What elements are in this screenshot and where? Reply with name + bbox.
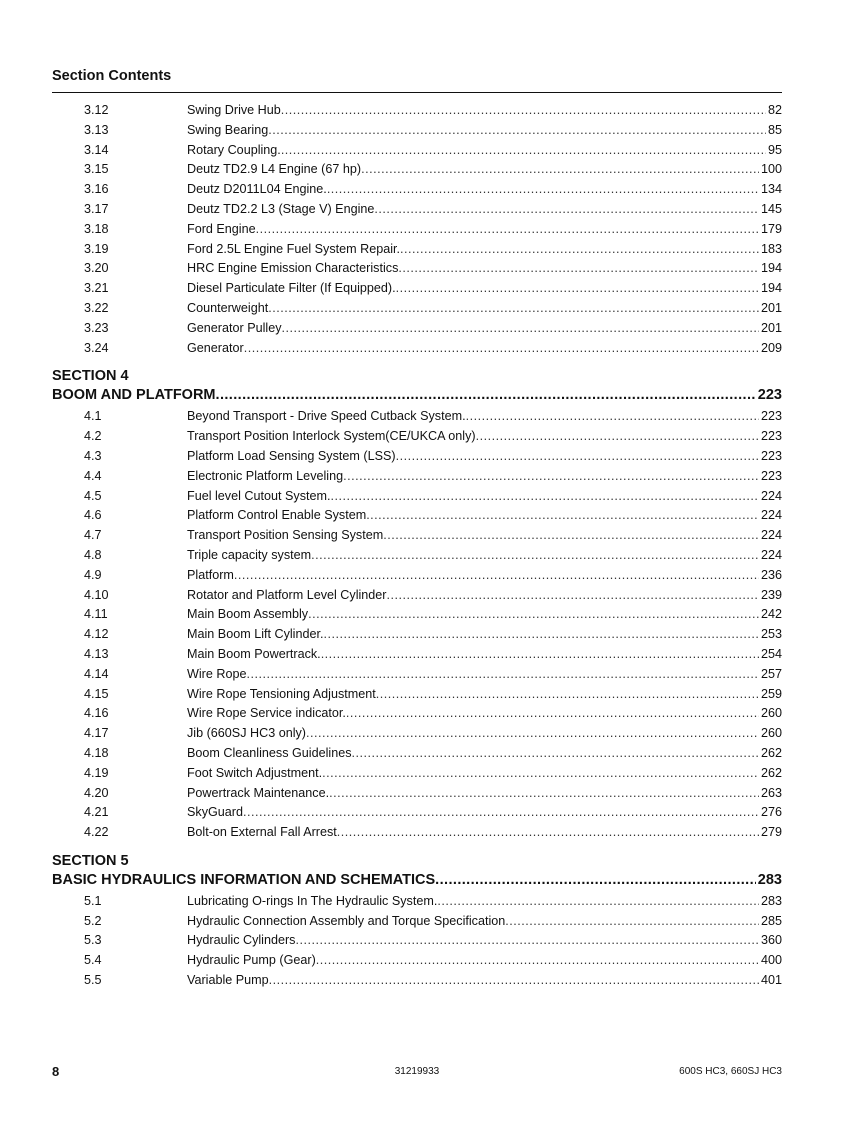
entry-title: Main Boom Assembly	[187, 607, 309, 622]
toc-entry[interactable]	[52, 605, 782, 625]
entry-title: Boom Cleanliness Guidelines	[187, 745, 352, 760]
dot-leader	[243, 803, 759, 823]
entry-number: 3.16	[84, 182, 109, 197]
dot-leader	[327, 180, 759, 200]
entry-title: Platform	[187, 567, 234, 582]
toc-entry[interactable]	[52, 823, 782, 843]
entry-page-number: 276	[760, 805, 782, 820]
toc-section	[52, 367, 782, 843]
dot-leader	[269, 971, 759, 991]
entry-number: 4.15	[84, 686, 109, 701]
entry-page-number: 223	[760, 468, 782, 483]
dot-leader	[398, 259, 759, 279]
entry-line	[187, 101, 782, 121]
entry-page-number: 236	[760, 567, 782, 582]
entry-line	[187, 645, 782, 665]
toc-entry[interactable]	[52, 101, 782, 121]
dot-leader	[281, 101, 766, 121]
entry-title: Platform Control Enable System	[187, 508, 367, 523]
entry-title: Swing Drive Hub	[187, 103, 281, 117]
entry-page-number: 179	[760, 221, 782, 236]
entry-line	[187, 566, 782, 586]
dot-leader	[337, 823, 759, 843]
entry-number: 5.1	[84, 893, 102, 908]
dot-leader	[282, 319, 759, 339]
entry-number: 3.23	[84, 320, 109, 335]
entry-page-number: 262	[760, 745, 782, 760]
dot-leader	[352, 744, 759, 764]
entry-title: Deutz TD2.2 L3 (Stage V) Engine	[187, 201, 375, 216]
entry-number: 3.24	[84, 340, 109, 355]
entry-number: 4.5	[84, 488, 102, 503]
section-title: SECTION 5	[52, 852, 129, 869]
entry-number: 3.17	[84, 201, 109, 216]
section-subtitle: BASIC HYDRAULICS INFORMATION AND SCHEMATICS	[52, 871, 436, 888]
entry-line	[187, 625, 782, 645]
entry-page-number: 239	[760, 587, 782, 602]
toc-entry[interactable]	[52, 546, 782, 566]
toc-entry[interactable]	[52, 220, 782, 240]
toc-section	[52, 852, 782, 991]
entry-page-number: 223	[760, 409, 782, 424]
dot-leader	[346, 704, 759, 724]
entry-number: 4.19	[84, 765, 109, 780]
entry-line	[187, 704, 782, 724]
toc-entry[interactable]	[52, 586, 782, 606]
entry-page-number: 194	[760, 281, 782, 296]
entry-title: Foot Switch Adjustment.	[187, 765, 323, 780]
section-page-number: 223	[757, 387, 782, 404]
entry-page-number: 194	[760, 261, 782, 276]
section-heading-link[interactable]	[52, 385, 782, 407]
dot-leader	[361, 160, 759, 180]
entry-line	[187, 220, 782, 240]
entry-number: 4.1	[84, 409, 102, 424]
entry-number: 4.3	[84, 448, 102, 463]
toc-entry[interactable]	[52, 951, 782, 971]
dot-leader	[268, 299, 759, 319]
dot-leader	[316, 951, 759, 971]
entry-title: Transport Position Sensing System	[187, 528, 384, 543]
entry-title: Hydraulic Connection Assembly and Torque Specification	[187, 913, 506, 928]
dot-leader	[387, 586, 759, 606]
entry-line	[187, 764, 782, 784]
entry-number: 3.22	[84, 300, 109, 315]
toc-entry[interactable]	[52, 407, 782, 427]
entry-title: Hydraulic Pump (Gear)	[187, 953, 316, 968]
entry-page-number: 360	[760, 933, 782, 948]
entry-title: Wire Rope Tensioning Adjustment	[187, 686, 376, 701]
entry-line	[187, 141, 782, 161]
toc-entry[interactable]	[52, 625, 782, 645]
entry-title: Wire Rope	[187, 666, 247, 681]
entry-line	[187, 744, 782, 764]
toc-entry[interactable]	[52, 279, 782, 299]
entry-title: Swing Bearing	[187, 122, 269, 137]
toc-entry[interactable]	[52, 704, 782, 724]
entry-title: Wire Rope Service indicator.	[187, 706, 346, 721]
entry-line	[187, 487, 782, 507]
entry-page-number: 95	[767, 142, 782, 157]
entry-line	[187, 200, 782, 220]
entry-number: 4.7	[84, 528, 102, 543]
entry-number: 3.14	[84, 142, 109, 157]
entry-page-number: 262	[760, 765, 782, 780]
entry-page-number: 285	[760, 913, 782, 928]
entry-title: Triple capacity system	[187, 547, 312, 562]
entry-line	[187, 951, 782, 971]
dot-leader	[308, 605, 759, 625]
entry-line	[187, 665, 782, 685]
entry-title: Generator	[187, 340, 244, 355]
entry-number: 3.18	[84, 221, 109, 236]
entry-page-number: 201	[760, 320, 782, 335]
toc-entry[interactable]	[52, 931, 782, 951]
toc-entry[interactable]	[52, 180, 782, 200]
entry-line	[187, 467, 782, 487]
entry-number: 5.5	[84, 973, 102, 988]
toc-entry[interactable]	[52, 259, 782, 279]
table-of-contents	[52, 101, 782, 991]
toc-entry[interactable]	[52, 724, 782, 744]
page-header	[52, 66, 782, 93]
entry-number: 4.18	[84, 745, 109, 760]
entry-title: Main Boom Powertrack.	[187, 646, 321, 661]
dot-leader	[396, 447, 759, 467]
dot-leader	[437, 892, 759, 912]
entry-title: Ford Engine	[187, 221, 256, 236]
entry-number: 5.2	[84, 913, 102, 928]
entry-page-number: 224	[760, 488, 782, 503]
entry-page-number: 100	[760, 162, 782, 177]
entry-number: 5.4	[84, 953, 102, 968]
entry-title: Jib (660SJ HC3 only)	[187, 726, 306, 741]
dot-leader	[466, 407, 759, 427]
entry-line	[187, 180, 782, 200]
entry-number: 3.20	[84, 261, 109, 276]
dot-leader	[234, 566, 759, 586]
entry-title: Electronic Platform Leveling	[187, 468, 344, 483]
toc-entry[interactable]	[52, 526, 782, 546]
entry-title: Variable Pump	[187, 973, 269, 988]
toc-entry[interactable]	[52, 200, 782, 220]
dot-leader	[396, 279, 759, 299]
page-footer	[52, 1064, 782, 1082]
toc-entry[interactable]	[52, 240, 782, 260]
entry-page-number: 260	[760, 726, 782, 741]
toc-entry[interactable]	[52, 319, 782, 339]
entry-page-number: 224	[760, 547, 782, 562]
toc-entry[interactable]	[52, 141, 782, 161]
entry-number: 4.22	[84, 825, 109, 840]
entry-page-number: 283	[760, 893, 782, 908]
entry-page-number: 183	[760, 241, 782, 256]
section-subtitle: BOOM AND PLATFORM	[52, 387, 216, 404]
entry-line	[187, 427, 782, 447]
entry-page-number: 259	[760, 686, 782, 701]
footer-page-number: 8	[52, 1064, 60, 1079]
entry-title: Ford 2.5L Engine Fuel System Repair.	[187, 241, 401, 256]
dot-leader	[311, 546, 759, 566]
entry-page-number: 253	[760, 627, 782, 642]
dot-leader	[216, 385, 756, 407]
footer-models: 600S HC3, 660SJ HC3	[679, 1066, 782, 1077]
entry-number: 4.2	[84, 429, 102, 444]
entry-line	[187, 892, 782, 912]
entry-title: Rotator and Platform Level Cylinder	[187, 587, 387, 602]
dot-leader	[324, 625, 759, 645]
entry-line	[187, 259, 782, 279]
entry-title: Deutz D2011L04 Engine.	[187, 182, 327, 197]
toc-entry[interactable]	[52, 665, 782, 685]
entry-title: Hydraulic Cylinders	[187, 933, 296, 948]
entry-number: 4.13	[84, 646, 109, 661]
entry-title: Bolt-on External Fall Arrest	[187, 825, 337, 840]
toc-entry[interactable]	[52, 971, 782, 991]
toc-entry[interactable]	[52, 506, 782, 526]
entry-line	[187, 121, 782, 141]
dot-leader	[329, 784, 759, 804]
entry-title: Generator Pulley	[187, 320, 282, 335]
entry-line	[187, 160, 782, 180]
entry-line	[187, 279, 782, 299]
toc-entry[interactable]	[52, 892, 782, 912]
entry-number: 3.12	[84, 103, 109, 117]
entry-page-number: 242	[760, 607, 782, 622]
dot-leader	[331, 487, 759, 507]
entry-number: 4.20	[84, 785, 109, 800]
entry-number: 4.14	[84, 666, 109, 681]
dot-leader	[322, 764, 759, 784]
entry-number: 4.6	[84, 508, 102, 523]
entry-number: 4.4	[84, 468, 102, 483]
dot-leader	[256, 220, 759, 240]
dot-leader	[476, 427, 759, 447]
toc-entry[interactable]	[52, 299, 782, 319]
entry-title: Lubricating O-rings In The Hydraulic System.	[187, 893, 438, 908]
entry-number: 3.13	[84, 122, 109, 137]
toc-entry[interactable]	[52, 803, 782, 823]
entry-line	[187, 407, 782, 427]
entry-page-number: 260	[760, 706, 782, 721]
entry-line	[187, 784, 782, 804]
dot-leader	[505, 912, 759, 932]
entry-number: 4.16	[84, 706, 109, 721]
dot-leader	[268, 121, 766, 141]
toc-entry[interactable]	[52, 339, 782, 359]
dot-leader	[376, 685, 759, 705]
entry-line	[187, 240, 782, 260]
toc-entry[interactable]	[52, 784, 782, 804]
toc-entry[interactable]	[52, 744, 782, 764]
entry-line	[187, 685, 782, 705]
dot-leader	[374, 200, 759, 220]
entry-page-number: 223	[760, 448, 782, 463]
entry-title: SkyGuard	[187, 805, 243, 820]
dot-leader	[435, 870, 756, 892]
toc-entry[interactable]	[52, 566, 782, 586]
dot-leader	[366, 506, 759, 526]
entry-title: Fuel level Cutout System.	[187, 488, 331, 503]
toc-section	[52, 101, 782, 358]
entry-title: Powertrack Maintenance.	[187, 785, 330, 800]
entry-line	[187, 526, 782, 546]
dot-leader	[306, 724, 759, 744]
entry-title: Platform Load Sensing System (LSS)	[187, 448, 396, 463]
toc-entry[interactable]	[52, 121, 782, 141]
dot-leader	[343, 467, 759, 487]
entry-number: 3.21	[84, 281, 109, 296]
entry-page-number: 201	[760, 300, 782, 315]
entry-line	[187, 546, 782, 566]
entry-title: HRC Engine Emission Characteristics	[187, 261, 399, 276]
entry-number: 5.3	[84, 933, 102, 948]
entry-line	[187, 605, 782, 625]
entry-number: 4.8	[84, 547, 102, 562]
entry-title: Transport Position Interlock System(CE/UKCA only)	[187, 429, 476, 444]
dot-leader	[400, 240, 759, 260]
dot-leader	[321, 645, 759, 665]
entry-line	[187, 912, 782, 932]
entry-page-number: 254	[760, 646, 782, 661]
page-title: Section Contents	[52, 68, 172, 84]
entry-page-number: 257	[760, 666, 782, 681]
entry-number: 4.9	[84, 567, 102, 582]
toc-entry[interactable]	[52, 447, 782, 467]
entry-title: Rotary Coupling.	[187, 142, 281, 157]
toc-entry[interactable]	[52, 160, 782, 180]
dot-leader	[281, 141, 766, 161]
entry-line	[187, 971, 782, 991]
dot-leader	[383, 526, 759, 546]
toc-entry[interactable]	[52, 912, 782, 932]
toc-entry[interactable]	[52, 487, 782, 507]
entry-number: 4.11	[84, 607, 108, 622]
entry-number: 4.12	[84, 627, 109, 642]
entry-page-number: 401	[760, 973, 782, 988]
entry-title: Main Boom Lift Cylinder.	[187, 627, 324, 642]
entry-page-number: 209	[760, 340, 782, 355]
entry-number: 3.15	[84, 162, 109, 177]
entry-line	[187, 803, 782, 823]
entry-line	[187, 724, 782, 744]
entry-title: Diesel Particulate Filter (If Equipped).	[187, 281, 396, 296]
entry-title: Deutz TD2.9 L4 Engine (67 hp)	[187, 162, 362, 177]
toc-entry[interactable]	[52, 685, 782, 705]
section-page-number: 283	[757, 871, 782, 888]
entry-line	[187, 319, 782, 339]
entry-page-number: 223	[760, 429, 782, 444]
entry-page-number: 279	[760, 825, 782, 840]
entry-page-number: 224	[760, 508, 782, 523]
toc-entry[interactable]	[52, 467, 782, 487]
footer-doc-number: 31219933	[394, 1066, 440, 1077]
entry-line	[187, 339, 782, 359]
entry-line	[187, 506, 782, 526]
entry-line	[187, 931, 782, 951]
entry-page-number: 263	[760, 785, 782, 800]
entry-line	[187, 823, 782, 843]
entry-number: 4.10	[84, 587, 109, 602]
entry-title: Beyond Transport - Drive Speed Cutback System.	[187, 409, 466, 424]
entry-line	[187, 447, 782, 467]
entry-line	[187, 299, 782, 319]
section-title: SECTION 4	[52, 368, 129, 385]
entry-number: 4.21	[84, 805, 109, 820]
toc-entry[interactable]	[52, 645, 782, 665]
entry-page-number: 82	[767, 103, 782, 117]
toc-entry[interactable]	[52, 427, 782, 447]
entry-number: 4.17	[84, 726, 109, 741]
dot-leader	[244, 339, 759, 359]
entry-page-number: 145	[760, 201, 782, 216]
section-heading-link[interactable]	[52, 870, 782, 892]
entry-page-number: 85	[767, 122, 782, 137]
dot-leader	[295, 931, 759, 951]
dot-leader	[247, 665, 759, 685]
entry-page-number: 400	[760, 953, 782, 968]
entry-page-number: 134	[760, 182, 782, 197]
toc-entry[interactable]	[52, 764, 782, 784]
entry-title: Counterweight	[187, 300, 269, 315]
entry-page-number: 224	[760, 528, 782, 543]
entry-number: 3.19	[84, 241, 109, 256]
entry-line	[187, 586, 782, 606]
